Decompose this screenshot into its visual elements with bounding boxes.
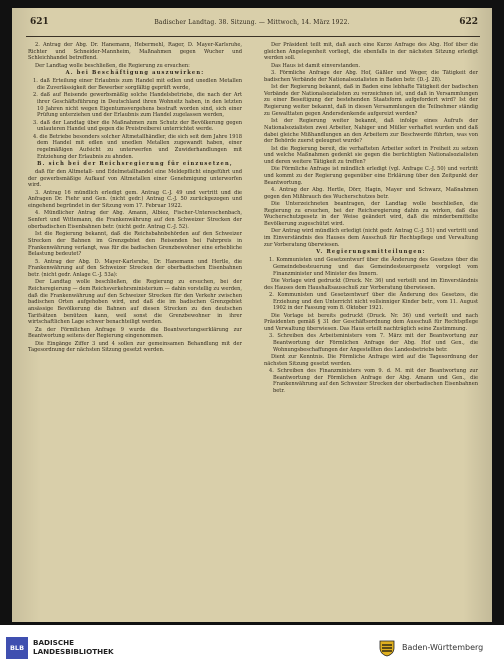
paragraph: Ist der Regierung bekannt, daß in Baden eine lebhafte Tätigkeit der badischen Verbände der Nationalsozialisten zu verzeichnen ist, und daß in Versammlungen zu einer Beseitigung der bestehenden Staatsform aufgefordert wird? Ist der Regierung weiter bekannt, daß in diesen Versammlungen die Teilnehmer ständig zu Gewalttaten gegen Andersdenkende aufgereizt werden? bbox=[264, 84, 478, 117]
paragraph: 2. daß auf Reisende gewerbsmäßig solche Handelsbetriebe, die nach der Art ihrer Geschäftsführung in Deutschland ihren Wohnsitz haben, in den letzten 10 Jahren nicht wegen Eigentumsvergehens bestraft worden sind, sich einer Prüfung unterziehen und der Erlaubnis zum Handel zugelassen werden, bbox=[33, 92, 242, 119]
paragraph: Der Präsident teilt mit, daß auch eine Kurze Anfrage des Abg. Hof über die gleichen Angelegenheit vorliegt, die ebenfalls in der nächsten Sitzung erledigt werden soll. bbox=[264, 42, 478, 62]
paragraph: 3. daß der Landtag über die Maßnahmen zum Schutz der Bevölkerung gegen unlauteren Handel und gegen die Preistreiberei unterrichtet werde. bbox=[33, 119, 242, 133]
paragraph: Die Förmliche Anfrage ist mündlich erledigt (vgl. Anfrage C.-J. 50) und vertritt und kommt zu der Regierung gegenüber eine Erklärung über den Zeitpunkt der Beantwortung. bbox=[264, 166, 478, 186]
library-name-line1: BADISCHE bbox=[33, 638, 75, 647]
paragraph: Der Landtag wolle beschließen, die Regierung zu ersuchen: bbox=[35, 62, 190, 69]
paragraph: 4. Antrag der Abg. Hertle, Dörr, Hagin, Mayer und Schwarz, Maßnahmen gegen den Mißbrauch des Wucherschutzes betr. bbox=[264, 186, 478, 200]
page-header bbox=[12, 8, 492, 38]
state-label: Baden-Württemberg bbox=[402, 643, 484, 652]
header-rule bbox=[26, 36, 480, 37]
blb-logo: BLB bbox=[6, 637, 28, 659]
paragraph: 5. Antrag der Abg. D. Mayer-Karlsruhe, Dr. Hanemann und Hertle, die Frankenwährung auf den Schweizer Strecken der oberbadischen Eisenbahnen betr. (nicht gedr. Anlage C.-J. 53a): bbox=[28, 258, 242, 278]
paragraph: Das Haus ist damit einverstanden. bbox=[271, 62, 361, 69]
paragraph: 1. Kommunisten und Gesetzentwurf über die Änderung des Gesetzes über die Gemeindebesteuerung und das Gemeindesteuergesetz vorgelegt vom Finanzminister und Minister des Innern. bbox=[269, 257, 478, 277]
paragraph: 4. die Betriebe besonders solcher Altmetallhändler, die sich seit dem Jahre 1918 dem Handel mit edlen und unedlen Metallen zugewandt haben, einer regelmäßigen Aufsicht zu unterwerfen und Zuwiderhandlungen mit Entziehung der Erlaubnis zu ahnden. bbox=[33, 133, 242, 160]
paragraph: Die Vorlage ist bereits gedruckt (Druck. Nr. 36) und verteilt und nach Präsidenten gemäß § 31 der Geschäftsordnung dem Ausschuß für Rechtspflege und Verwaltung überwiesen. Das Haus erteilt nachträglich seine Zustimmung. bbox=[264, 312, 478, 332]
paragraph: Dient zur Kenntnis. Die Förmliche Anfrage wird auf die Tagesordnung der nächsten Sitzung gesetzt werden. bbox=[264, 353, 478, 367]
baden-wuerttemberg-coat-of-arms-icon bbox=[378, 639, 396, 657]
page-number-left: 621 bbox=[30, 17, 49, 27]
running-title: Badischer Landtag. 38. Sitzung. — Mittwoch, 14. März 1922. bbox=[154, 19, 350, 26]
text-column-left bbox=[28, 42, 242, 616]
paragraph: 3. Antrag 16 mündlich erledigt gem. Antrag C.-J. 49 und vertritt und die Anfragen Dr. Fiehr und Gen. (nicht gedr.) Antrag C.-J. 50 zurückgezogen und eingehend begründet in der Sitzung vom 17. Februar 1922. bbox=[28, 189, 242, 210]
paragraph: Ist die Regierung bereit, die verhafteten Arbeiter sofort in Freiheit zu setzen und welche Maßnahmen gedenkt sie gegen die berüchtigten Nationalsozialisten und deren weitere Tätigkeit zu treffen? bbox=[264, 145, 478, 165]
paragraph: Zu der Förmlichen Anfrage 9 wurde die Beantwortungserklärung zur Beantwortung seitens der Regierung eingenommen. bbox=[28, 326, 242, 340]
paragraph: 4. Mündlicher Antrag der Abg. Amann, Albiez, Fischer-Untereschenbach, Senfert und Wittemann, die Frankenwährung auf den Schweizer Strecken der oberbadischen Eisenbahnen betr. (nicht gedr. Antrag C.-J. 52). bbox=[28, 210, 242, 230]
paragraph: A. bei Beschäftigung auszuwirken: bbox=[65, 70, 205, 77]
library-footer-bar bbox=[0, 625, 504, 671]
paragraph: 3. Schreiben des Arbeitsministers vom 7. März mit der Beantwortung zur Beantwortung der Förmlichen Anfrage der Abg. Hof und Gen., die Wohnungsbeschaffungen der Angestellten des Landesbetriebs betr. bbox=[269, 333, 478, 353]
text-column-right bbox=[264, 42, 478, 616]
paragraph: Ist der Regierung weiter bekannt, daß infolge eines Aufrufs der Nationalsozialisten zwei Arbeiter, Nahiger und Müller verhaftet wurden und daß dabei gleiche Mißhandlungen an den Arbeitern zur Beschwerde führten, was von der Behörde zuerst geleugnet wurde? bbox=[264, 118, 478, 145]
paragraph: Der Antrag wird mündlich erledigt (nicht gedr. Antrag C.-J. 51) und vertritt und im Einverständnis des Hauses dem Ausschuß für Rechtspflege und Verwaltung zur Vorberatung überwiesen. bbox=[264, 228, 478, 248]
paragraph: Die Eingänge Ziffer 3 und 4 sollen zur gemeinsamen Behandlung mit der Tagesordnung der nächsten Sitzung gesetzt werden. bbox=[28, 340, 242, 354]
paragraph: Die Vorlage wird gedruckt (Druck. Nr. 36) und verteilt und im Einverständnis des Hauses dem Haushaltsausschuß zur Vorberatung überwiesen. bbox=[264, 277, 478, 291]
document-page bbox=[12, 8, 492, 622]
paragraph: 2. Kommunisten und Gesetzentwurf über die Änderung des Gesetzes, die Erziehung und den Unterricht nicht vollsinniger Kinder betr., vom 11. August 1902 in der Fassung vom 8. Oktober 1921. bbox=[269, 291, 478, 312]
paragraph: 3. Förmliche Anfrage der Abg. Hof, Gäßler und Weger, die Tätigkeit der badischen Verbände der Nationalsozialisten in Baden betr. (D.-J. 28). bbox=[264, 70, 478, 83]
library-name-line2: LANDESBIBLIOTHEK bbox=[33, 647, 114, 656]
paragraph: 2. Antrag der Abg. Dr. Hanemann, Hebermehl, Rager, D. Mayer-Karlsruhe, Richter und Schneider-Mannheim, Maßnahmen gegen Wucher und Schleichhandel betreffend. bbox=[28, 42, 242, 62]
paragraph: 1. daß Erteilung einer Erlaubnis zum Handel mit edlen und unedlen Metallen die Zuverlässigkeit der Bewerber sorgfältig geprüft werde, bbox=[33, 78, 242, 91]
paragraph: B. sich bei der Reichsregierung für einzusetzen, bbox=[37, 161, 233, 168]
paragraph: Ist die Regierung bekannt, daß die Reichsbahnbehörden auf den Schweizer Strecken der Bahnen im Grenzgebiet den Reisenden bei Fahrpreis in Frankenwährung verlangt, was für die badischen Grenzbewohner eine erhebliche Belastung bedeutet? bbox=[28, 231, 242, 258]
library-name bbox=[33, 638, 114, 656]
paragraph: Der Landtag wolle beschließen, die Regierung zu ersuchen, bei der Reichsregierung — dem Reichsverkehrsministerium — dahin vorstellig zu werden, daß die Frankenwährung auf den Schweizer Strecken für den Verkehr zwischen badischen Orten aufgehoben wird, und daß die im badischen Grenzgebiet ansässige Bevölkerung die Bahnen auf diesen Strecken zu den deutschen Tarifsätzen benützen kann, weil sonst die Grenzbewohner in ihrer wirtschaftlichen Lage schwer benachteiligt werden. bbox=[28, 279, 242, 326]
page-number-right: 622 bbox=[459, 17, 478, 27]
paragraph: V. Regierungsmitteilungen: bbox=[316, 249, 426, 256]
paragraph: daß für den Altmetall- und Edelmetallhandel eine Meldepflicht eingeführt und der gewerbsmäßige Aufkauf von Altmetallen einer Genehmigung unterworfen wird. bbox=[28, 169, 242, 189]
paragraph: Die Unterzeichneten beantragen, der Landtag wolle beschließen, die Regierung zu ersuchen, bei der Reichsregierung dahin zu wirken, daß das Wucherschutzgesetz in der Weise geändert wird, daß die minderbemittelte Bevölkerung zugeschützt wird. bbox=[264, 200, 478, 228]
paragraph: 4. Schreiben des Finanzministers vom 9. d. M. mit der Beantwortung zur Beantwortung der Förmlichen Anfrage der Abg. Amann und Gen., die Frankenwährung auf den Schweizer Strecken der oberbadischen Eisenbahnen betr. bbox=[269, 367, 478, 395]
